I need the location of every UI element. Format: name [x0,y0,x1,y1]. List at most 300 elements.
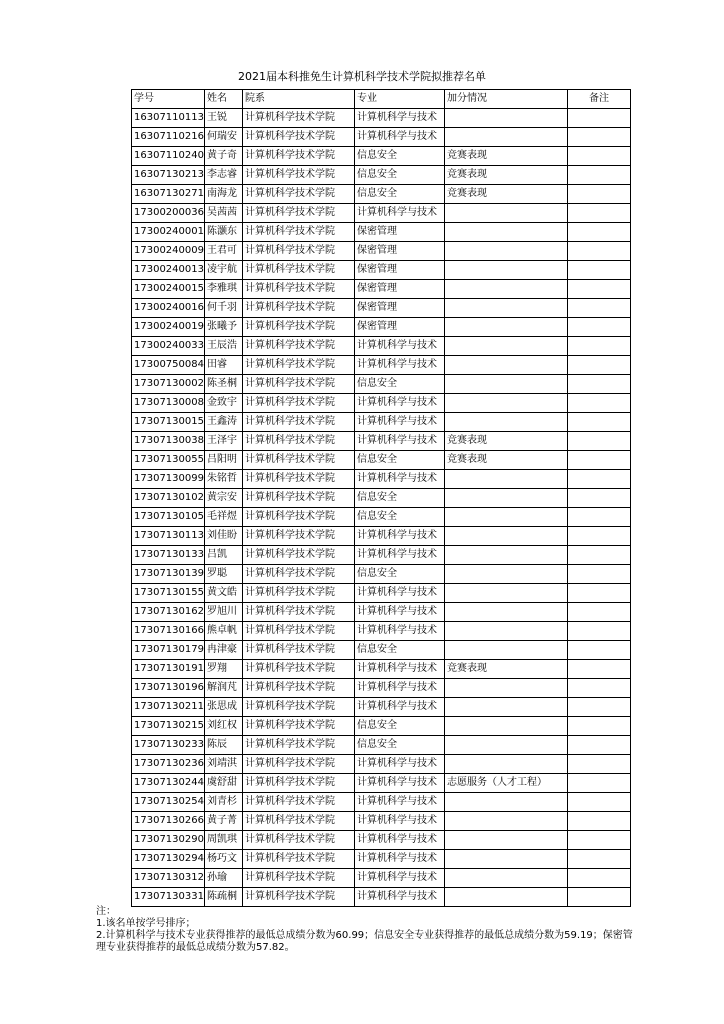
cell-name: 凌宇航 [205,261,243,280]
cell-student-id: 17307130211 [132,698,205,717]
cell-department: 计算机科学技术学院 [243,337,355,356]
cell-student-id: 17307130244 [132,774,205,793]
cell-major: 计算机科学与技术 [355,622,445,641]
cell-remarks [568,280,631,299]
cell-department: 计算机科学技术学院 [243,280,355,299]
cell-remarks [568,204,631,223]
cell-major: 信息安全 [355,489,445,508]
cell-name: 南海龙 [205,185,243,204]
cell-bonus [445,489,568,508]
cell-student-id: 17300240015 [132,280,205,299]
cell-name: 周凯琪 [205,831,243,850]
table-row [132,698,631,717]
cell-department: 计算机科学技术学院 [243,565,355,584]
table-row [132,375,631,394]
cell-remarks [568,223,631,242]
table-row [132,850,631,869]
cell-student-id: 17307130055 [132,451,205,470]
cell-student-id: 17300240019 [132,318,205,337]
cell-name: 张思成 [205,698,243,717]
cell-bonus [445,888,568,907]
cell-department: 计算机科学技术学院 [243,242,355,261]
cell-name: 罗旭川 [205,603,243,622]
cell-name: 陈灏东 [205,223,243,242]
cell-bonus [445,128,568,147]
cell-major: 计算机科学与技术 [355,679,445,698]
cell-major: 保密管理 [355,299,445,318]
cell-name: 黄子奇 [205,147,243,166]
cell-remarks [568,755,631,774]
cell-remarks [568,717,631,736]
cell-remarks [568,375,631,394]
cell-remarks [568,869,631,888]
cell-bonus [445,109,568,128]
table-row [132,565,631,584]
table-row [132,356,631,375]
cell-remarks [568,318,631,337]
cell-remarks [568,413,631,432]
cell-name: 王泽宇 [205,432,243,451]
cell-student-id: 17307130233 [132,736,205,755]
cell-department: 计算机科学技术学院 [243,584,355,603]
cell-bonus [445,470,568,489]
cell-bonus [445,641,568,660]
cell-name: 罗聪 [205,565,243,584]
cell-department: 计算机科学技术学院 [243,508,355,527]
cell-bonus [445,413,568,432]
cell-name: 毛祥煜 [205,508,243,527]
cell-remarks [568,242,631,261]
cell-student-id: 16307130213 [132,166,205,185]
cell-major: 计算机科学与技术 [355,337,445,356]
table-row [132,470,631,489]
table-row [132,717,631,736]
cell-department: 计算机科学技术学院 [243,470,355,489]
cell-bonus [445,394,568,413]
cell-bonus [445,755,568,774]
cell-bonus: 竞赛表现 [445,432,568,451]
cell-student-id: 17300240009 [132,242,205,261]
cell-department: 计算机科学技术学院 [243,793,355,812]
cell-name: 黄子菁 [205,812,243,831]
cell-remarks [568,451,631,470]
cell-name: 黄宗安 [205,489,243,508]
cell-student-id: 17307130008 [132,394,205,413]
header-major: 专业 [355,90,445,109]
cell-major: 计算机科学与技术 [355,584,445,603]
cell-department: 计算机科学技术学院 [243,318,355,337]
cell-remarks [568,793,631,812]
cell-major: 计算机科学与技术 [355,356,445,375]
cell-bonus [445,736,568,755]
table-row [132,204,631,223]
cell-student-id: 17307130162 [132,603,205,622]
cell-major: 信息安全 [355,185,445,204]
cell-bonus [445,546,568,565]
cell-name: 王锐 [205,109,243,128]
cell-major: 计算机科学与技术 [355,755,445,774]
cell-bonus [445,622,568,641]
cell-student-id: 17307130113 [132,527,205,546]
cell-name: 杨巧文 [205,850,243,869]
cell-bonus: 竞赛表现 [445,660,568,679]
table-row [132,280,631,299]
cell-bonus: 竞赛表现 [445,185,568,204]
cell-name: 冉津豪 [205,641,243,660]
cell-name: 吕阳明 [205,451,243,470]
cell-major: 计算机科学与技术 [355,850,445,869]
table-row [132,299,631,318]
cell-remarks [568,812,631,831]
cell-major: 计算机科学与技术 [355,869,445,888]
cell-department: 计算机科学技术学院 [243,147,355,166]
cell-student-id: 17307130215 [132,717,205,736]
table-row [132,774,631,793]
cell-department: 计算机科学技术学院 [243,641,355,660]
cell-student-id: 17307130196 [132,679,205,698]
header-name: 姓名 [205,90,243,109]
cell-name: 田睿 [205,356,243,375]
cell-department: 计算机科学技术学院 [243,261,355,280]
cell-name: 李雅琪 [205,280,243,299]
cell-major: 计算机科学与技术 [355,109,445,128]
table-row [132,679,631,698]
cell-major: 保密管理 [355,318,445,337]
cell-remarks [568,299,631,318]
cell-bonus [445,508,568,527]
cell-name: 何瑞安 [205,128,243,147]
cell-major: 信息安全 [355,451,445,470]
cell-major: 信息安全 [355,641,445,660]
cell-name: 黄文皓 [205,584,243,603]
table-row [132,888,631,907]
table-row [132,337,631,356]
cell-student-id: 16307110240 [132,147,205,166]
cell-remarks [568,888,631,907]
table-row [132,812,631,831]
header-department: 院系 [243,90,355,109]
table-row [132,641,631,660]
cell-remarks [568,622,631,641]
cell-remarks [568,166,631,185]
cell-bonus [445,318,568,337]
cell-major: 计算机科学与技术 [355,413,445,432]
cell-bonus [445,565,568,584]
cell-major: 计算机科学与技术 [355,527,445,546]
cell-student-id: 17307130102 [132,489,205,508]
cell-major: 计算机科学与技术 [355,774,445,793]
cell-student-id: 17307130015 [132,413,205,432]
cell-department: 计算机科学技术学院 [243,603,355,622]
cell-remarks [568,147,631,166]
cell-student-id: 17307130236 [132,755,205,774]
header-student-id: 学号 [132,90,205,109]
cell-name: 刘靖淇 [205,755,243,774]
cell-major: 信息安全 [355,508,445,527]
cell-student-id: 17307130133 [132,546,205,565]
cell-department: 计算机科学技术学院 [243,755,355,774]
cell-department: 计算机科学技术学院 [243,622,355,641]
cell-name: 刘青杉 [205,793,243,812]
cell-bonus [445,223,568,242]
cell-remarks [568,109,631,128]
cell-remarks [568,565,631,584]
table-row [132,185,631,204]
cell-major: 信息安全 [355,736,445,755]
table-row [132,223,631,242]
table-row [132,584,631,603]
cell-student-id: 17300750084 [132,356,205,375]
cell-major: 计算机科学与技术 [355,603,445,622]
cell-student-id: 17300240016 [132,299,205,318]
table-row [132,394,631,413]
notes-line-2: 2.计算机科学与技术专业获得推荐的最低总成绩分数为60.99；信息安全专业获得推荐的最低总成绩分数为59.19；保密管理专业获得推荐的最低总成绩分数为57.82。 [96,930,633,953]
cell-name: 吕凯 [205,546,243,565]
cell-bonus [445,603,568,622]
cell-bonus [445,812,568,831]
notes [96,906,636,954]
cell-student-id: 17307130312 [132,869,205,888]
cell-student-id: 17307130166 [132,622,205,641]
table-row [132,755,631,774]
cell-department: 计算机科学技术学院 [243,850,355,869]
cell-remarks [568,185,631,204]
cell-name: 张曦予 [205,318,243,337]
cell-major: 计算机科学与技术 [355,793,445,812]
table-row [132,527,631,546]
cell-remarks [568,356,631,375]
cell-major: 计算机科学与技术 [355,432,445,451]
cell-name: 刘红权 [205,717,243,736]
cell-remarks [568,337,631,356]
cell-student-id: 16307110113 [132,109,205,128]
cell-name: 孙瑜 [205,869,243,888]
cell-remarks [568,394,631,413]
table-row [132,622,631,641]
cell-name: 陈圣桐 [205,375,243,394]
cell-student-id: 17307130294 [132,850,205,869]
table-row [132,242,631,261]
cell-remarks [568,128,631,147]
cell-bonus: 志愿服务（人才工程） [445,774,568,793]
cell-department: 计算机科学技术学院 [243,736,355,755]
cell-bonus [445,584,568,603]
cell-remarks [568,584,631,603]
cell-bonus [445,299,568,318]
table-row [132,869,631,888]
cell-department: 计算机科学技术学院 [243,869,355,888]
table-row [132,793,631,812]
cell-remarks [568,831,631,850]
cell-major: 计算机科学与技术 [355,660,445,679]
cell-department: 计算机科学技术学院 [243,356,355,375]
cell-department: 计算机科学技术学院 [243,394,355,413]
cell-name: 王辰浩 [205,337,243,356]
cell-name: 罗翔 [205,660,243,679]
cell-student-id: 17307130179 [132,641,205,660]
cell-bonus: 竞赛表现 [445,166,568,185]
table-row [132,261,631,280]
cell-department: 计算机科学技术学院 [243,717,355,736]
table-body [132,109,631,907]
cell-major: 计算机科学与技术 [355,204,445,223]
cell-name: 解润芃 [205,679,243,698]
cell-name: 朱铭哲 [205,470,243,489]
cell-department: 计算机科学技术学院 [243,451,355,470]
table-header-row [132,90,631,109]
cell-department: 计算机科学技术学院 [243,660,355,679]
cell-student-id: 17307130290 [132,831,205,850]
cell-department: 计算机科学技术学院 [243,299,355,318]
document-title: 2021届本科推免生计算机科学技术学院拟推荐名单 [238,70,486,83]
cell-bonus [445,375,568,394]
cell-bonus [445,679,568,698]
table-row [132,603,631,622]
cell-name: 陈疏桐 [205,888,243,907]
cell-department: 计算机科学技术学院 [243,698,355,717]
cell-remarks [568,698,631,717]
table-row [132,451,631,470]
cell-student-id: 17300200036 [132,204,205,223]
cell-major: 计算机科学与技术 [355,470,445,489]
cell-remarks [568,489,631,508]
cell-major: 计算机科学与技术 [355,546,445,565]
cell-student-id: 17307130155 [132,584,205,603]
cell-bonus [445,280,568,299]
cell-department: 计算机科学技术学院 [243,128,355,147]
cell-major: 信息安全 [355,717,445,736]
cell-name: 陈辰 [205,736,243,755]
cell-student-id: 17307130139 [132,565,205,584]
cell-bonus [445,793,568,812]
cell-bonus [445,831,568,850]
cell-remarks [568,641,631,660]
cell-major: 计算机科学与技术 [355,128,445,147]
cell-department: 计算机科学技术学院 [243,166,355,185]
cell-department: 计算机科学技术学院 [243,223,355,242]
cell-department: 计算机科学技术学院 [243,527,355,546]
cell-major: 计算机科学与技术 [355,698,445,717]
cell-student-id: 16307130271 [132,185,205,204]
cell-remarks [568,603,631,622]
cell-bonus: 竞赛表现 [445,147,568,166]
cell-major: 保密管理 [355,223,445,242]
cell-bonus [445,356,568,375]
cell-department: 计算机科学技术学院 [243,489,355,508]
cell-name: 金致宇 [205,394,243,413]
cell-bonus [445,698,568,717]
cell-name: 熊卓帆 [205,622,243,641]
cell-student-id: 17307130266 [132,812,205,831]
cell-bonus [445,261,568,280]
cell-student-id: 17307130105 [132,508,205,527]
cell-major: 保密管理 [355,280,445,299]
cell-department: 计算机科学技术学院 [243,888,355,907]
cell-bonus: 竞赛表现 [445,451,568,470]
table-row [132,109,631,128]
table-row [132,660,631,679]
table-row [132,508,631,527]
table-row [132,546,631,565]
cell-student-id: 17307130331 [132,888,205,907]
cell-major: 保密管理 [355,261,445,280]
cell-department: 计算机科学技术学院 [243,375,355,394]
cell-bonus [445,337,568,356]
cell-major: 计算机科学与技术 [355,888,445,907]
notes-line-1: 1.该名单按学号排序； [96,918,196,929]
cell-name: 吴茜茜 [205,204,243,223]
cell-department: 计算机科学技术学院 [243,831,355,850]
cell-major: 信息安全 [355,375,445,394]
cell-bonus [445,717,568,736]
cell-remarks [568,470,631,489]
table-row [132,166,631,185]
cell-department: 计算机科学技术学院 [243,812,355,831]
cell-student-id: 17307130038 [132,432,205,451]
cell-student-id: 17300240001 [132,223,205,242]
cell-bonus [445,204,568,223]
cell-major: 信息安全 [355,565,445,584]
cell-remarks [568,774,631,793]
cell-department: 计算机科学技术学院 [243,679,355,698]
cell-student-id: 16307110216 [132,128,205,147]
cell-remarks [568,679,631,698]
cell-remarks [568,527,631,546]
cell-name: 王鑫涛 [205,413,243,432]
cell-major: 信息安全 [355,147,445,166]
cell-student-id: 17307130191 [132,660,205,679]
cell-name: 刘佳盼 [205,527,243,546]
cell-student-id: 17307130002 [132,375,205,394]
cell-bonus [445,869,568,888]
cell-bonus [445,242,568,261]
cell-name: 王君可 [205,242,243,261]
cell-remarks [568,850,631,869]
cell-major: 信息安全 [355,166,445,185]
cell-department: 计算机科学技术学院 [243,185,355,204]
cell-remarks [568,660,631,679]
table-row [132,413,631,432]
cell-name: 李志睿 [205,166,243,185]
cell-remarks [568,508,631,527]
table-row [132,831,631,850]
table-row [132,128,631,147]
cell-major: 保密管理 [355,242,445,261]
cell-bonus [445,850,568,869]
table-row [132,147,631,166]
table-row [132,736,631,755]
cell-bonus [445,527,568,546]
cell-major: 计算机科学与技术 [355,812,445,831]
cell-student-id: 17300240033 [132,337,205,356]
cell-department: 计算机科学技术学院 [243,413,355,432]
cell-name: 虞舒甜 [205,774,243,793]
cell-name: 何千羽 [205,299,243,318]
recommendation-table [131,89,631,907]
cell-department: 计算机科学技术学院 [243,432,355,451]
cell-department: 计算机科学技术学院 [243,774,355,793]
cell-department: 计算机科学技术学院 [243,546,355,565]
table-row [132,489,631,508]
cell-department: 计算机科学技术学院 [243,204,355,223]
table-row [132,432,631,451]
cell-remarks [568,546,631,565]
cell-student-id: 17300240013 [132,261,205,280]
cell-major: 计算机科学与技术 [355,394,445,413]
cell-department: 计算机科学技术学院 [243,109,355,128]
cell-remarks [568,736,631,755]
notes-heading: 注： [96,906,116,917]
